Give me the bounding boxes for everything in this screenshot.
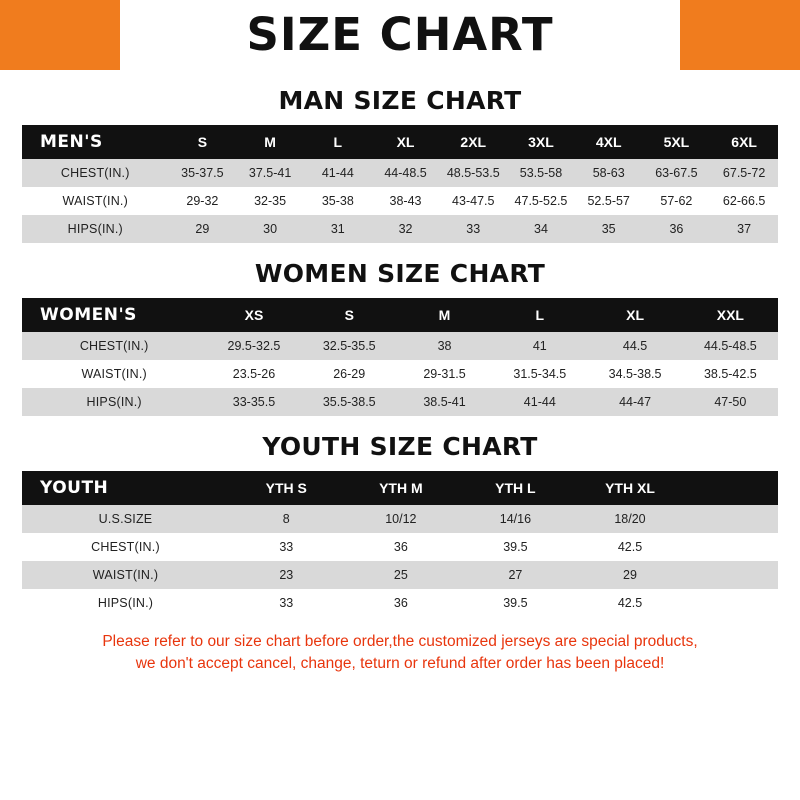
table-cell: 33 <box>439 215 507 243</box>
table-cell: 44.5 <box>587 332 682 360</box>
row-label: CHEST(IN.) <box>22 533 229 561</box>
table-row <box>22 589 778 617</box>
table-cell: 53.5-58 <box>507 159 575 187</box>
table-cell: 58-63 <box>575 159 643 187</box>
table-cell: 33-35.5 <box>206 388 301 416</box>
row-label: CHEST(IN.) <box>22 159 169 187</box>
header-banner <box>0 0 800 70</box>
table-cell: 57-62 <box>643 187 711 215</box>
table-cell: 26-29 <box>302 360 397 388</box>
row-label: WAIST(IN.) <box>22 360 206 388</box>
table-cell: 35 <box>575 215 643 243</box>
column-header: 6XL <box>710 125 778 159</box>
column-header: 3XL <box>507 125 575 159</box>
table-cell: 42.5 <box>573 533 688 561</box>
table-cell: 44.5-48.5 <box>683 332 778 360</box>
table-cell: 32-35 <box>236 187 304 215</box>
table-cell: 33 <box>229 533 344 561</box>
table-cell: 67.5-72 <box>710 159 778 187</box>
footer-line-2: we don't accept cancel, change, teturn or refund after order has been placed! <box>135 655 665 673</box>
table-cell: 41-44 <box>492 388 587 416</box>
column-header: YTH L <box>458 471 573 505</box>
table-cell: 48.5-53.5 <box>439 159 507 187</box>
footer-line-1: Please refer to our size chart before order,the customized jerseys are special products, <box>102 633 698 650</box>
table-cell: 34 <box>507 215 575 243</box>
table-row <box>22 332 778 360</box>
table-cell: 42.5 <box>573 589 688 617</box>
row-label: HIPS(IN.) <box>22 388 206 416</box>
table-cell: 36 <box>643 215 711 243</box>
table-cell: 35-38 <box>304 187 372 215</box>
table-cell: 47.5-52.5 <box>507 187 575 215</box>
column-header-spacer <box>687 471 778 505</box>
row-label: HIPS(IN.) <box>22 589 229 617</box>
table-cell-spacer <box>687 561 778 589</box>
youth-size-table <box>22 471 778 617</box>
table-cell: 30 <box>236 215 304 243</box>
section-title-youth: YOUTH SIZE CHART <box>262 432 538 461</box>
column-header: M <box>236 125 304 159</box>
column-header: S <box>169 125 237 159</box>
table-cell: 32.5-35.5 <box>302 332 397 360</box>
table-cell: 23.5-26 <box>206 360 301 388</box>
section-title-man: MAN SIZE CHART <box>278 86 522 115</box>
table-cell: 32 <box>372 215 440 243</box>
table-cell: 38 <box>397 332 492 360</box>
table-cell: 44-47 <box>587 388 682 416</box>
table-cell: 29.5-32.5 <box>206 332 301 360</box>
table-row <box>22 388 778 416</box>
row-label: WAIST(IN.) <box>22 561 229 589</box>
table-cell: 47-50 <box>683 388 778 416</box>
women-size-table <box>22 298 778 416</box>
table-row <box>22 215 778 243</box>
column-header: YTH M <box>344 471 459 505</box>
table-cell: 44-48.5 <box>372 159 440 187</box>
column-header: L <box>492 298 587 332</box>
page-title: SIZE CHART <box>246 8 554 61</box>
table-cell: 38-43 <box>372 187 440 215</box>
table-header-row <box>22 125 778 159</box>
man-size-table <box>22 125 778 243</box>
table-cell: 62-66.5 <box>710 187 778 215</box>
table-cell: 63-67.5 <box>643 159 711 187</box>
table-cell: 34.5-38.5 <box>587 360 682 388</box>
column-header: L <box>304 125 372 159</box>
table-cell: 27 <box>458 561 573 589</box>
table-cell-spacer <box>687 505 778 533</box>
table-cell: 36 <box>344 533 459 561</box>
table-cell: 38.5-41 <box>397 388 492 416</box>
table-cell: 37.5-41 <box>236 159 304 187</box>
section-youth <box>0 432 800 617</box>
table-cell: 35-37.5 <box>169 159 237 187</box>
row-label: WAIST(IN.) <box>22 187 169 215</box>
column-header: XS <box>206 298 301 332</box>
table-header-row <box>22 471 778 505</box>
table-corner-label: MEN'S <box>22 125 169 159</box>
table-row <box>22 505 778 533</box>
table-header-row <box>22 298 778 332</box>
table-cell-spacer <box>687 589 778 617</box>
table-cell: 8 <box>229 505 344 533</box>
table-cell: 38.5-42.5 <box>683 360 778 388</box>
table-cell: 41-44 <box>304 159 372 187</box>
table-cell: 43-47.5 <box>439 187 507 215</box>
table-cell: 29 <box>573 561 688 589</box>
section-women <box>0 259 800 416</box>
table-cell: 18/20 <box>573 505 688 533</box>
table-cell: 36 <box>344 589 459 617</box>
column-header: 5XL <box>643 125 711 159</box>
table-cell: 10/12 <box>344 505 459 533</box>
column-header: 4XL <box>575 125 643 159</box>
table-row <box>22 360 778 388</box>
table-corner-label: WOMEN'S <box>22 298 206 332</box>
row-label: U.S.SIZE <box>22 505 229 533</box>
table-cell: 14/16 <box>458 505 573 533</box>
table-cell: 39.5 <box>458 589 573 617</box>
section-title-women: WOMEN SIZE CHART <box>254 259 546 288</box>
table-cell: 31.5-34.5 <box>492 360 587 388</box>
column-header: XXL <box>683 298 778 332</box>
table-cell-spacer <box>687 533 778 561</box>
table-row <box>22 533 778 561</box>
table-cell: 39.5 <box>458 533 573 561</box>
table-cell: 25 <box>344 561 459 589</box>
table-cell: 29 <box>169 215 237 243</box>
table-cell: 29-32 <box>169 187 237 215</box>
table-cell: 29-31.5 <box>397 360 492 388</box>
row-label: HIPS(IN.) <box>22 215 169 243</box>
table-cell: 33 <box>229 589 344 617</box>
table-cell: 52.5-57 <box>575 187 643 215</box>
table-cell: 31 <box>304 215 372 243</box>
footer-disclaimer <box>0 631 800 676</box>
table-corner-label: YOUTH <box>22 471 229 505</box>
column-header: M <box>397 298 492 332</box>
table-cell: 41 <box>492 332 587 360</box>
table-cell: 35.5-38.5 <box>302 388 397 416</box>
table-row <box>22 159 778 187</box>
table-cell: 23 <box>229 561 344 589</box>
column-header: XL <box>587 298 682 332</box>
column-header: YTH XL <box>573 471 688 505</box>
row-label: CHEST(IN.) <box>22 332 206 360</box>
column-header: XL <box>372 125 440 159</box>
column-header: S <box>302 298 397 332</box>
column-header: 2XL <box>439 125 507 159</box>
column-header: YTH S <box>229 471 344 505</box>
table-row <box>22 187 778 215</box>
section-man <box>0 86 800 243</box>
table-row <box>22 561 778 589</box>
table-cell: 37 <box>710 215 778 243</box>
